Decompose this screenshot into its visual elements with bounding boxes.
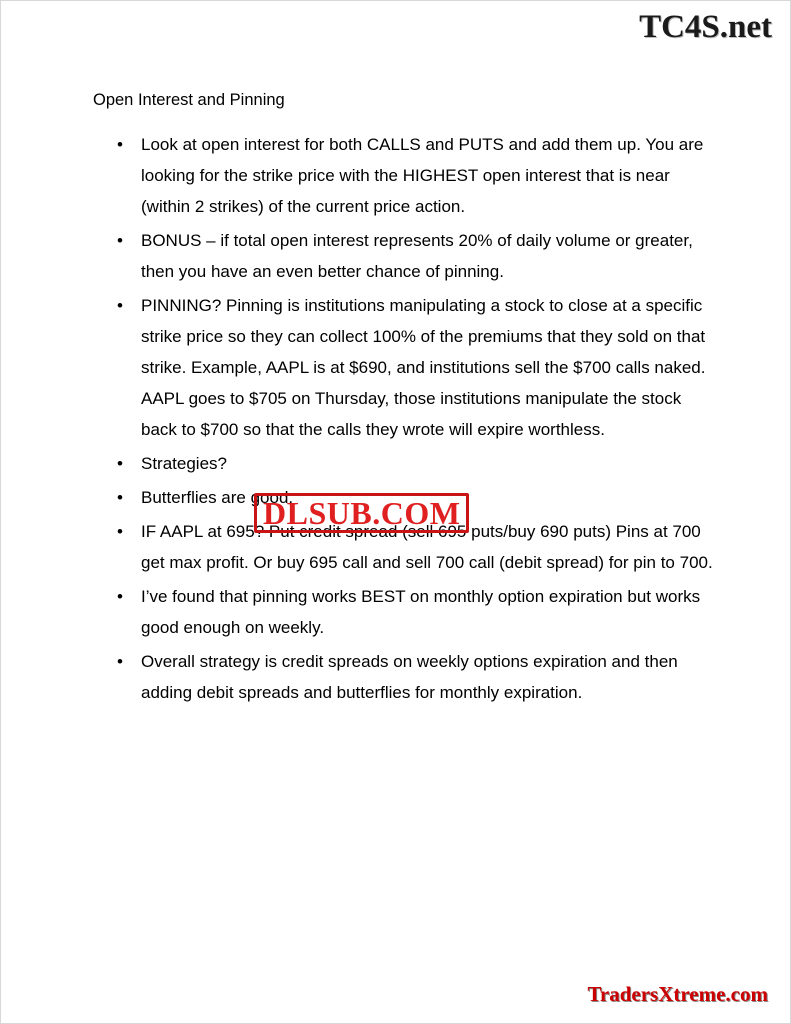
bullet-list bbox=[93, 129, 713, 708]
site-brand-bottom: TradersXtreme.com bbox=[587, 982, 768, 1006]
document-body bbox=[93, 89, 713, 711]
list-item: • IF AAPL at 695? Put credit spread (sell 695 puts/buy 690 puts) Pins at 700 get max profit. Or buy 695 call and sell 700 call (debit spread) for pin to 700. bbox=[117, 516, 713, 578]
list-item: • Look at open interest for both CALLS and PUTS and add them up. You are looking for the strike price with the HIGHEST open interest that is near (within 2 strikes) of the current price action. bbox=[117, 129, 713, 222]
list-item: • Strategies? bbox=[117, 448, 713, 479]
watermark-stamp: DLSUB.COM bbox=[254, 493, 469, 533]
list-item: • Butterflies are good. bbox=[117, 482, 713, 513]
list-item: • PINNING? Pinning is institutions manipulating a stock to close at a specific strike price so they can collect 100% of the premiums that they sold on that strike. Example, AAPL is at $690, and institutions sell the $700 calls naked. AAPL goes to $705 on Thursday, those institutions manipulate the stock back to $700 so that the calls they wrote will expire worthless. bbox=[117, 290, 713, 445]
list-item: • BONUS – if total open interest represents 20% of daily volume or greater, then you have an even better chance of pinning. bbox=[117, 225, 713, 287]
list-item: • I’ve found that pinning works BEST on monthly option expiration but works good enough on weekly. bbox=[117, 581, 713, 643]
site-brand-top: TC4S.net bbox=[639, 9, 772, 45]
list-item: • Overall strategy is credit spreads on weekly options expiration and then adding debit spreads and butterflies for monthly expiration. bbox=[117, 646, 713, 708]
page-title: Open Interest and Pinning bbox=[93, 91, 285, 109]
